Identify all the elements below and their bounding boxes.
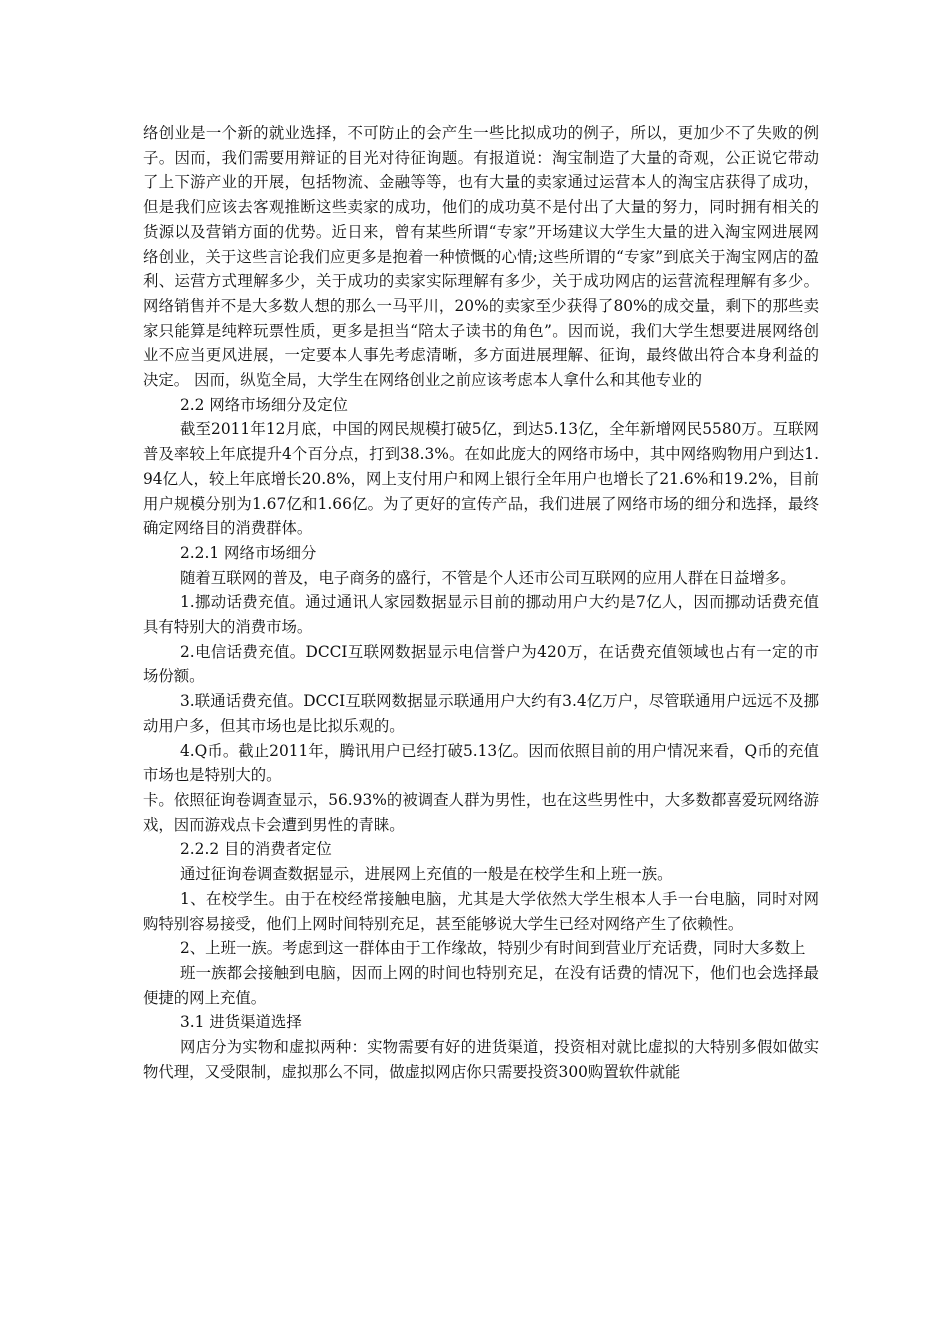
list-item-students: 1、在校学生。由于在校经常接触电脑，尤其是大学依然大学生根本人手一台电脑，同时对网购特别容易接受，他们上网时间特别充足，甚至能够说大学生已经对网络产生了依赖性。 <box>143 889 819 933</box>
heading-2-2-1: 2.2.1 网络市场细分 <box>180 543 317 562</box>
list-item-q-coin: 4.Q币。截止2011年，腾讯用户已经打破5.13亿。因而依照目前的用户情况来看，Q币的充值市场也是特别大的。 <box>143 741 819 785</box>
list-item-office-workers: 2、上班一族。考虑到这一群体由于工作缘故，特别少有时间到营业厅充话费，同时大多数上 <box>180 939 806 958</box>
heading-2-2: 2.2 网络市场细分及定位 <box>180 395 348 414</box>
heading-2-2-2: 2.2.2 目的消费者定位 <box>180 840 332 859</box>
paragraph-office-workers-cont: 班一族都会接触到电脑，因而上网的时间也特别充足，在没有话费的情况下，他们也会选择最便捷的网上充值。 <box>143 963 819 1007</box>
list-item-mobile-topup: 1.挪动话费充值。通过通讯人家园数据显示目前的挪动用户大约是7亿人，因而挪动话费充值具有特别大的消费市场。 <box>143 593 819 637</box>
paragraph-intro: 络创业是一个新的就业选择，不可防止的会产生一些比拟成功的例子，所以，更加少不了失败的例子。因而，我们需要用辩证的目光对待征询题。有报道说：淘宝制造了大量的奇观，公正说它带动了上下游产业的开展，包括物流、金融等等，也有大量的卖家通过运营本人的淘宝店获得了成功，但是我们应该去客观推断这些卖家的成功，他们的成功莫不是付出了大量的努力，同时拥有相关的货源以及营销方面的优势。近日来，曾有某些所谓“专家”开场建议大学生大量的进入淘宝网进展网络创业，关于这些言论我们应更多是抱着一种愤慨的心情;这些所谓的“专家”到底关于淘宝网店的盈利、运营方式理解多少，关于成功的卖家实际理解有多少，关于成功网店的运营流程理解有多少。网络销售并不是大多数人想的那么一马平川，20%的卖家至少获得了80%的成交量，剩下的那些卖家只能算是纯粹玩票性质，更多是担当“陪太子读书的角色”。因而说，我们大学生想要进展网络创业不应当更风进展，一定要本人事先考虑清晰，多方面进展理解、征询，最终做出符合本身利益的决定。 因而，纵览全局，大学生在网络创业之前应该考虑本人拿什么和其他专业的 <box>143 124 819 390</box>
paragraph-supply-channel: 网店分为实物和虚拟两种：实物需要有好的进货渠道，投资相对就比虚拟的大特别多假如做实物代理，又受限制，虚拟那么不同，做虚拟网店你只需要投资300购置软件就能 <box>143 1038 819 1081</box>
paragraph-target-consumers: 通过征询卷调查数据显示，进展网上充值的一般是在校学生和上班一族。 <box>180 865 673 884</box>
list-item-unicom-topup: 3.联通话费充值。DCCI互联网数据显示联通用户大约有3.4亿万户，尽管联通用户远远不及挪动用户多，但其市场也是比拟乐观的。 <box>143 692 819 735</box>
list-item-telecom-topup: 2.电信话费充值。DCCI互联网数据显示电信誉户为420万，在话费充值领域也占有一定的市场份额。 <box>143 642 819 686</box>
paragraph-market-stats: 截至2011年12月底，中国的网民规模打破5亿，到达5.13亿，全年新增网民5580万。互联网普及率较上年底提升4个百分点，打到38.3%。在如此庞大的网络市场中，其中网络购物用户到达1.94亿人，较上年底增长20.8%，网上支付用户和网上银行全年用户也增长了21.6%和19.2%，目前用户规模分别为1.67亿和1.66亿。为了更好的宣传产品，我们进展了网络市场的细分和选择，最终确定网络目的消费群体。 <box>143 420 819 538</box>
document-body <box>143 121 819 1084</box>
paragraph-internet-growth: 随着互联网的普及，电子商务的盛行，不管是个人还市公司互联网的应用人群在日益增多。 <box>180 568 796 587</box>
paragraph-game-card: 卡。依照征询卷调查显示，56.93%的被调查人群为男性，也在这些男性中，大多数都喜爱玩网络游戏，因而游戏点卡会遭到男性的青睐。 <box>143 790 819 834</box>
heading-3-1: 3.1 进货渠道选择 <box>180 1013 302 1032</box>
